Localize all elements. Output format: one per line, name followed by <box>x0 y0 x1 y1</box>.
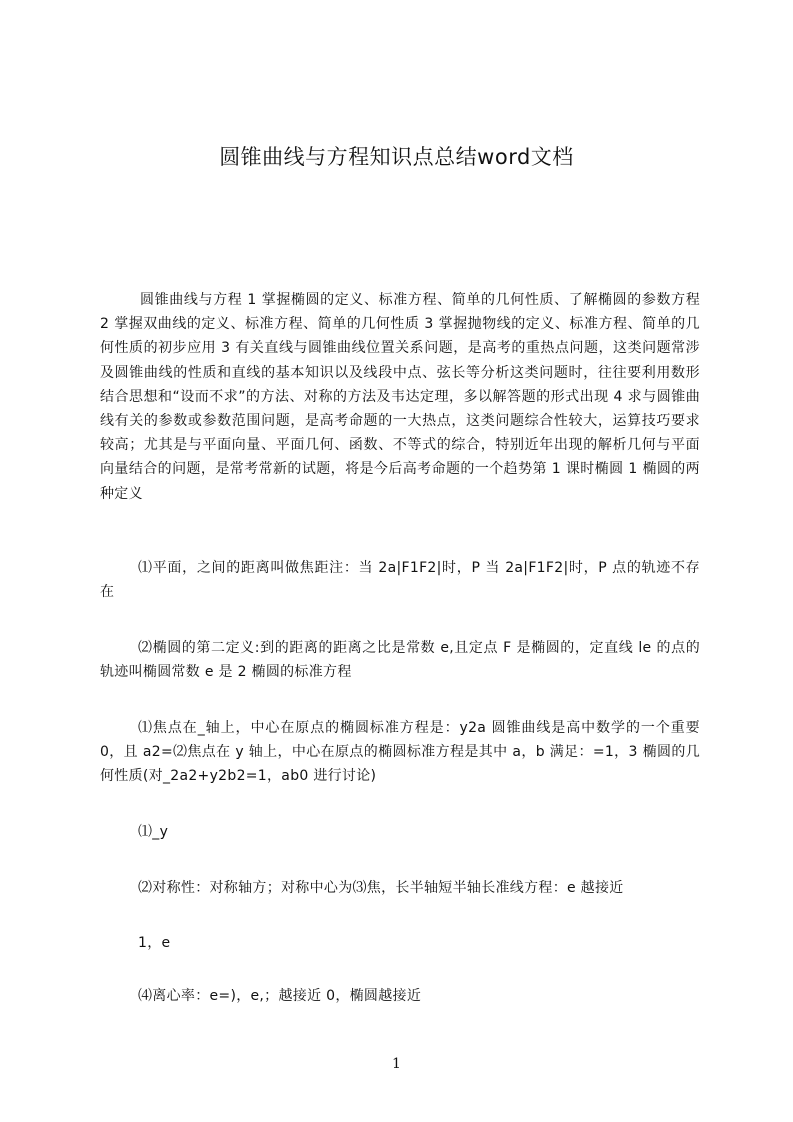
paragraph-intro: 圆锥曲线与方程 1 掌握椭圆的定义、标准方程、简单的几何性质、了解椭圆的参数方程 2 掌握双曲线的定义、标准方程、简单的几何性质 3 掌握抛物线的定义、标准方程、简单的几何性质的初步应用 3 有关直线与圆锥曲线位置关系问题，是高考的重热点问题，这类问题常涉及圆锥曲线的性质和直线的基本知识以及线段中点、弦长等分析这类问题时，往往要利用数形结合思想和“设而不求”的方法、对称的方法及韦达定理，多以解答题的形式出现 4 求与圆锥曲线有关的参数或参数范围问题，是高考命题的一大热点，这类问题综合性较大，运算技巧要求较高；尤其是与平面向量、平面几何、函数、不等式的综合，特别近年出现的解析几何与平面向量结合的问题，是常考常新的试题，将是今后高考命题的一个趋势第 1 课时椭圆 1 椭圆的两种定义 <box>100 292 700 502</box>
paragraph-symmetry: ⑵对称性：对称轴方；对称中心为⑶焦，长半轴短半轴长准线方程：e 越接近 <box>138 880 624 896</box>
paragraph-item-1: ⑴_y <box>138 824 169 840</box>
paragraph-ellipse-definition-1: ⑴平面，之间的距离叫做焦距注：当 2a|F1F2|时，P 当 2a|F1F2|时，P 点的轨迹不存在 <box>100 560 700 601</box>
page-number: 1 <box>392 1056 401 1072</box>
paragraph-eccentricity: ⑷离心率：e=)，e,；越接近 0，椭圆越接近 <box>138 988 422 1004</box>
document-title: 圆锥曲线与方程知识点总结word文档 <box>219 145 574 169</box>
paragraph-standard-equation: ⑴焦点在_轴上，中心在原点的椭圆标准方程是：y2a 圆锥曲线是高中数学的一个重要 0，且 a2=⑵焦点在 y 轴上，中心在原点的椭圆标准方程是其中 a，b 满足：=1，3 椭圆的几何性质(对_2a2+y2b2=1，ab0 进行讨论) <box>100 720 700 785</box>
paragraph-fragment: 1，e <box>138 935 171 951</box>
paragraph-ellipse-definition-2: ⑵椭圆的第二定义:到的距离的距离之比是常数 e,且定点 F 是椭圆的，定直线 le 的点的轨迹叫椭圆常数 e 是 2 椭圆的标准方程 <box>100 640 700 681</box>
